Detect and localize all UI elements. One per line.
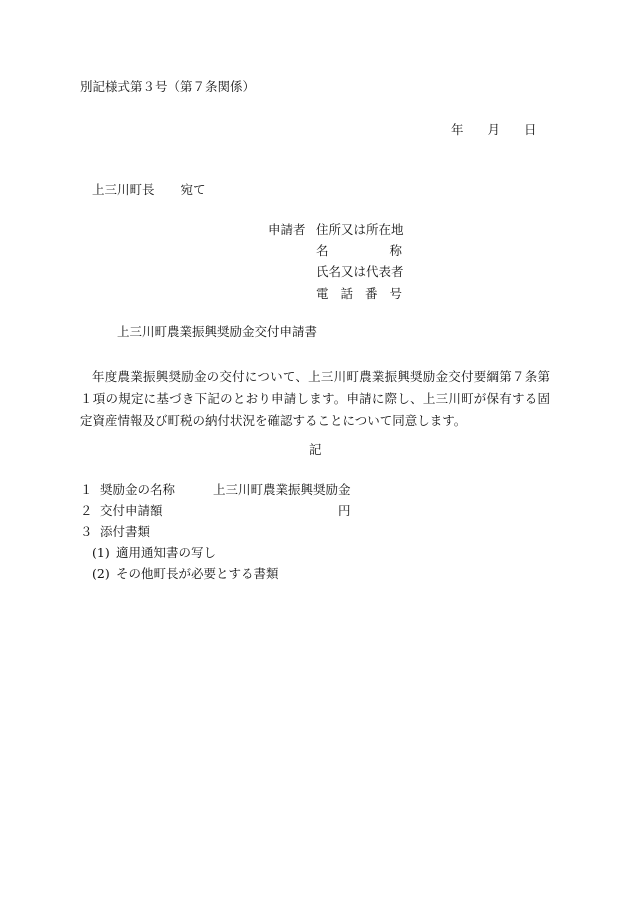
item-amount [80, 503, 351, 518]
item-number: ３ [80, 524, 93, 539]
applicant-representative-label: 氏名又は代表者 [316, 264, 404, 279]
attachment-item [92, 568, 279, 581]
date-month: 月 [487, 122, 501, 137]
phone-char: 番 [364, 286, 378, 301]
applicant-label: 申請者 [268, 222, 306, 237]
attachment-label: その他町長が必要とする書類 [116, 566, 279, 581]
attachment-item [92, 547, 216, 560]
attachment-number: (2) [92, 566, 110, 581]
addressee-name: 上三川町長 [92, 182, 155, 197]
applicant-address-label: 住所又は所在地 [316, 222, 404, 237]
item-grant-name [80, 484, 351, 497]
body-paragraph: 年度農業振興奨励金の交付について、上三川町農業振興奨励金交付要綱第７条第１項の規定に基づき下記のとおり申請します。申請に際し、上三川町が保有する固定資産情報及び町税の納付状況を確認することについて同意します。 [80, 369, 550, 428]
name-char: 名 [316, 243, 329, 258]
date-line [451, 124, 537, 137]
item-value: 上三川町農業振興奨励金 [213, 482, 351, 497]
phone-char: 号 [389, 286, 402, 301]
attachment-number: (1) [92, 545, 110, 560]
date-day: 日 [524, 122, 537, 137]
addressee-suffix: 宛て [180, 182, 206, 197]
item-label: 添付書類 [100, 524, 151, 539]
ki-heading: 記 [309, 442, 322, 457]
date-year: 年 [451, 122, 464, 137]
phone-char: 電 [316, 286, 329, 301]
applicant-name-label [316, 245, 402, 258]
form-number: 別記様式第３号（第７条関係） [80, 79, 256, 94]
item-label: 交付申請額 [100, 503, 163, 518]
addressee [92, 184, 206, 197]
attachment-label: 適用通知書の写し [116, 545, 217, 560]
item-label: 奨励金の名称 [100, 482, 176, 497]
item-attachments [80, 526, 150, 539]
item-number: １ [80, 482, 93, 497]
phone-char: 話 [340, 286, 353, 301]
applicant-phone-label [316, 288, 402, 301]
item-number: ２ [80, 503, 93, 518]
name-char: 称 [389, 243, 402, 258]
item-unit: 円 [338, 503, 351, 518]
document-title: 上三川町農業振興奨励金交付申請書 [117, 324, 318, 339]
